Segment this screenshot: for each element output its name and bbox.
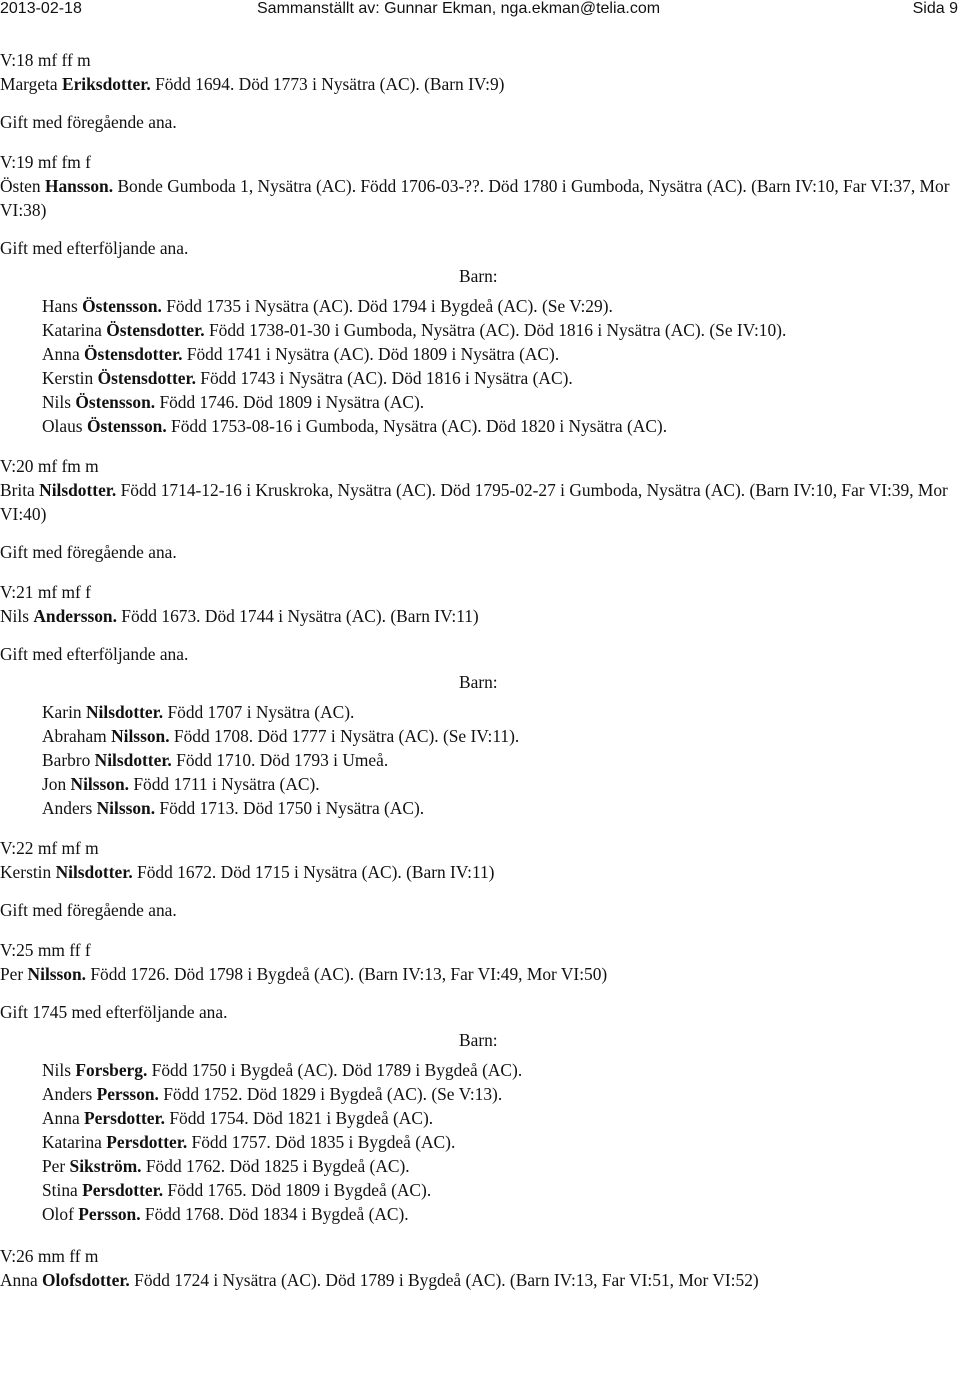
header-title: Sammanställt av: Gunnar Ekman, nga.ekman@telia.com: [257, 0, 661, 17]
entry-person: [0, 860, 960, 884]
entry-code: V:21 mf mf f: [0, 582, 91, 602]
child-row: Stina Persdotter. Född 1765. Död 1809 i Bygdeå (AC).: [42, 1180, 432, 1200]
entry-code: V:22 mf mf m: [0, 838, 99, 858]
entry-person: [0, 604, 960, 628]
page-header: [0, 0, 960, 20]
marriage-note: Gift med föregående ana.: [0, 542, 177, 562]
child-row: Anna Persdotter. Född 1754. Död 1821 i Bygdeå (AC).: [42, 1108, 434, 1128]
child-row: Nils Forsberg. Född 1750 i Bygdeå (AC). Död 1789 i Bygdeå (AC).: [42, 1060, 523, 1080]
child-row: Karin Nilsdotter. Född 1707 i Nysätra (AC).: [42, 702, 355, 722]
child-row: Kerstin Östensdotter. Född 1743 i Nysätra (AC). Död 1816 i Nysätra (AC).: [42, 368, 573, 388]
first-name: Brita: [0, 480, 35, 500]
entry-v19: [0, 150, 960, 438]
entry-v22: [0, 836, 960, 922]
marriage-note: Gift med efterföljande ana.: [0, 238, 189, 258]
children-heading: Barn:: [459, 1030, 498, 1050]
person-details: Född 1694. Död 1773 i Nysätra (AC). (Barn IV:9): [150, 74, 505, 94]
marriage-note: Gift med föregående ana.: [0, 900, 177, 920]
children-list: [0, 1058, 960, 1226]
marriage-note: Gift med föregående ana.: [0, 112, 177, 132]
children-heading: Barn:: [459, 266, 498, 286]
children-list: [0, 294, 960, 438]
first-name: Per: [0, 964, 24, 984]
person-details: Född 1672. Död 1715 i Nysätra (AC). (Barn IV:11): [132, 862, 495, 882]
surname: Nilsdotter.: [55, 862, 133, 882]
entry-code: V:20 mf fm m: [0, 456, 99, 476]
entry-v25: [0, 938, 960, 1226]
first-name: Östen: [0, 176, 41, 196]
document-body: [0, 48, 960, 1292]
first-name: Margeta: [0, 74, 58, 94]
child-row: Anna Östensdotter. Född 1741 i Nysätra (AC). Död 1809 i Nysätra (AC).: [42, 344, 560, 364]
entry-v26: [0, 1244, 960, 1292]
person-details: Bonde Gumboda 1, Nysätra (AC). Född 1706-03-??. Död 1780 i Gumboda, Nysätra (AC). (Barn IV:10, Far VI:37, Mor VI:38): [0, 176, 950, 220]
entry-person: [0, 1268, 960, 1292]
child-row: Nils Östensson. Född 1746. Död 1809 i Nysätra (AC).: [42, 392, 425, 412]
header-date: 2013-02-18: [0, 0, 82, 17]
child-row: Olof Persson. Född 1768. Död 1834 i Bygdeå (AC).: [42, 1204, 409, 1224]
surname: Olofsdotter.: [42, 1270, 130, 1290]
person-details: Född 1724 i Nysätra (AC). Död 1789 i Bygdeå (AC). (Barn IV:13, Far VI:51, Mor VI:52): [129, 1270, 759, 1290]
entry-v20: [0, 454, 960, 564]
child-row: Hans Östensson. Född 1735 i Nysätra (AC). Död 1794 i Bygdeå (AC). (Se V:29).: [42, 296, 613, 316]
entry-v18: [0, 48, 960, 134]
child-row: Anders Nilsson. Född 1713. Död 1750 i Nysätra (AC).: [42, 798, 425, 818]
surname: Hansson.: [44, 176, 114, 196]
entry-v21: [0, 580, 960, 820]
entry-code: V:25 mm ff f: [0, 940, 91, 960]
marriage-note: Gift med efterföljande ana.: [0, 644, 189, 664]
child-row: Olaus Östensson. Född 1753-08-16 i Gumboda, Nysätra (AC). Död 1820 i Nysätra (AC).: [42, 416, 668, 436]
children-list: [0, 700, 960, 820]
entry-person: [0, 962, 960, 986]
first-name: Anna: [0, 1270, 38, 1290]
person-details: Född 1714-12-16 i Kruskroka, Nysätra (AC). Död 1795-02-27 i Gumboda, Nysätra (AC). (Barn IV:10, Far VI:39, Mor VI:40): [0, 480, 948, 524]
child-row: Katarina Persdotter. Född 1757. Död 1835 i Bygdeå (AC).: [42, 1132, 456, 1152]
entry-code: V:26 mm ff m: [0, 1246, 99, 1266]
person-details: Född 1726. Död 1798 i Bygdeå (AC). (Barn IV:13, Far VI:49, Mor VI:50): [86, 964, 608, 984]
child-row: Abraham Nilsson. Född 1708. Död 1777 i Nysätra (AC). (Se IV:11).: [42, 726, 520, 746]
marriage-note: Gift 1745 med efterföljande ana.: [0, 1002, 228, 1022]
first-name: Nils: [0, 606, 29, 626]
child-row: Katarina Östensdotter. Född 1738-01-30 i Gumboda, Nysätra (AC). Död 1816 i Nysätra (AC). (Se IV:10).: [42, 320, 787, 340]
child-row: Anders Persson. Född 1752. Död 1829 i Bygdeå (AC). (Se V:13).: [42, 1084, 503, 1104]
entry-person: [0, 174, 955, 222]
first-name: Kerstin: [0, 862, 52, 882]
entry-person: [0, 478, 955, 526]
surname: Nilsdotter.: [39, 480, 117, 500]
child-row: Jon Nilsson. Född 1711 i Nysätra (AC).: [42, 774, 320, 794]
surname: Eriksdotter.: [61, 74, 151, 94]
surname: Andersson.: [33, 606, 117, 626]
child-row: Barbro Nilsdotter. Född 1710. Död 1793 i Umeå.: [42, 750, 389, 770]
entry-person: [0, 72, 960, 96]
children-heading: Barn:: [459, 672, 498, 692]
entry-code: V:18 mf ff m: [0, 50, 91, 70]
entry-code: V:19 mf fm f: [0, 152, 91, 172]
child-row: Per Sikström. Född 1762. Död 1825 i Bygdeå (AC).: [42, 1156, 410, 1176]
header-page-number: Sida 9: [912, 0, 958, 17]
person-details: Född 1673. Död 1744 i Nysätra (AC). (Barn IV:11): [116, 606, 479, 626]
surname: Nilsson.: [27, 964, 87, 984]
